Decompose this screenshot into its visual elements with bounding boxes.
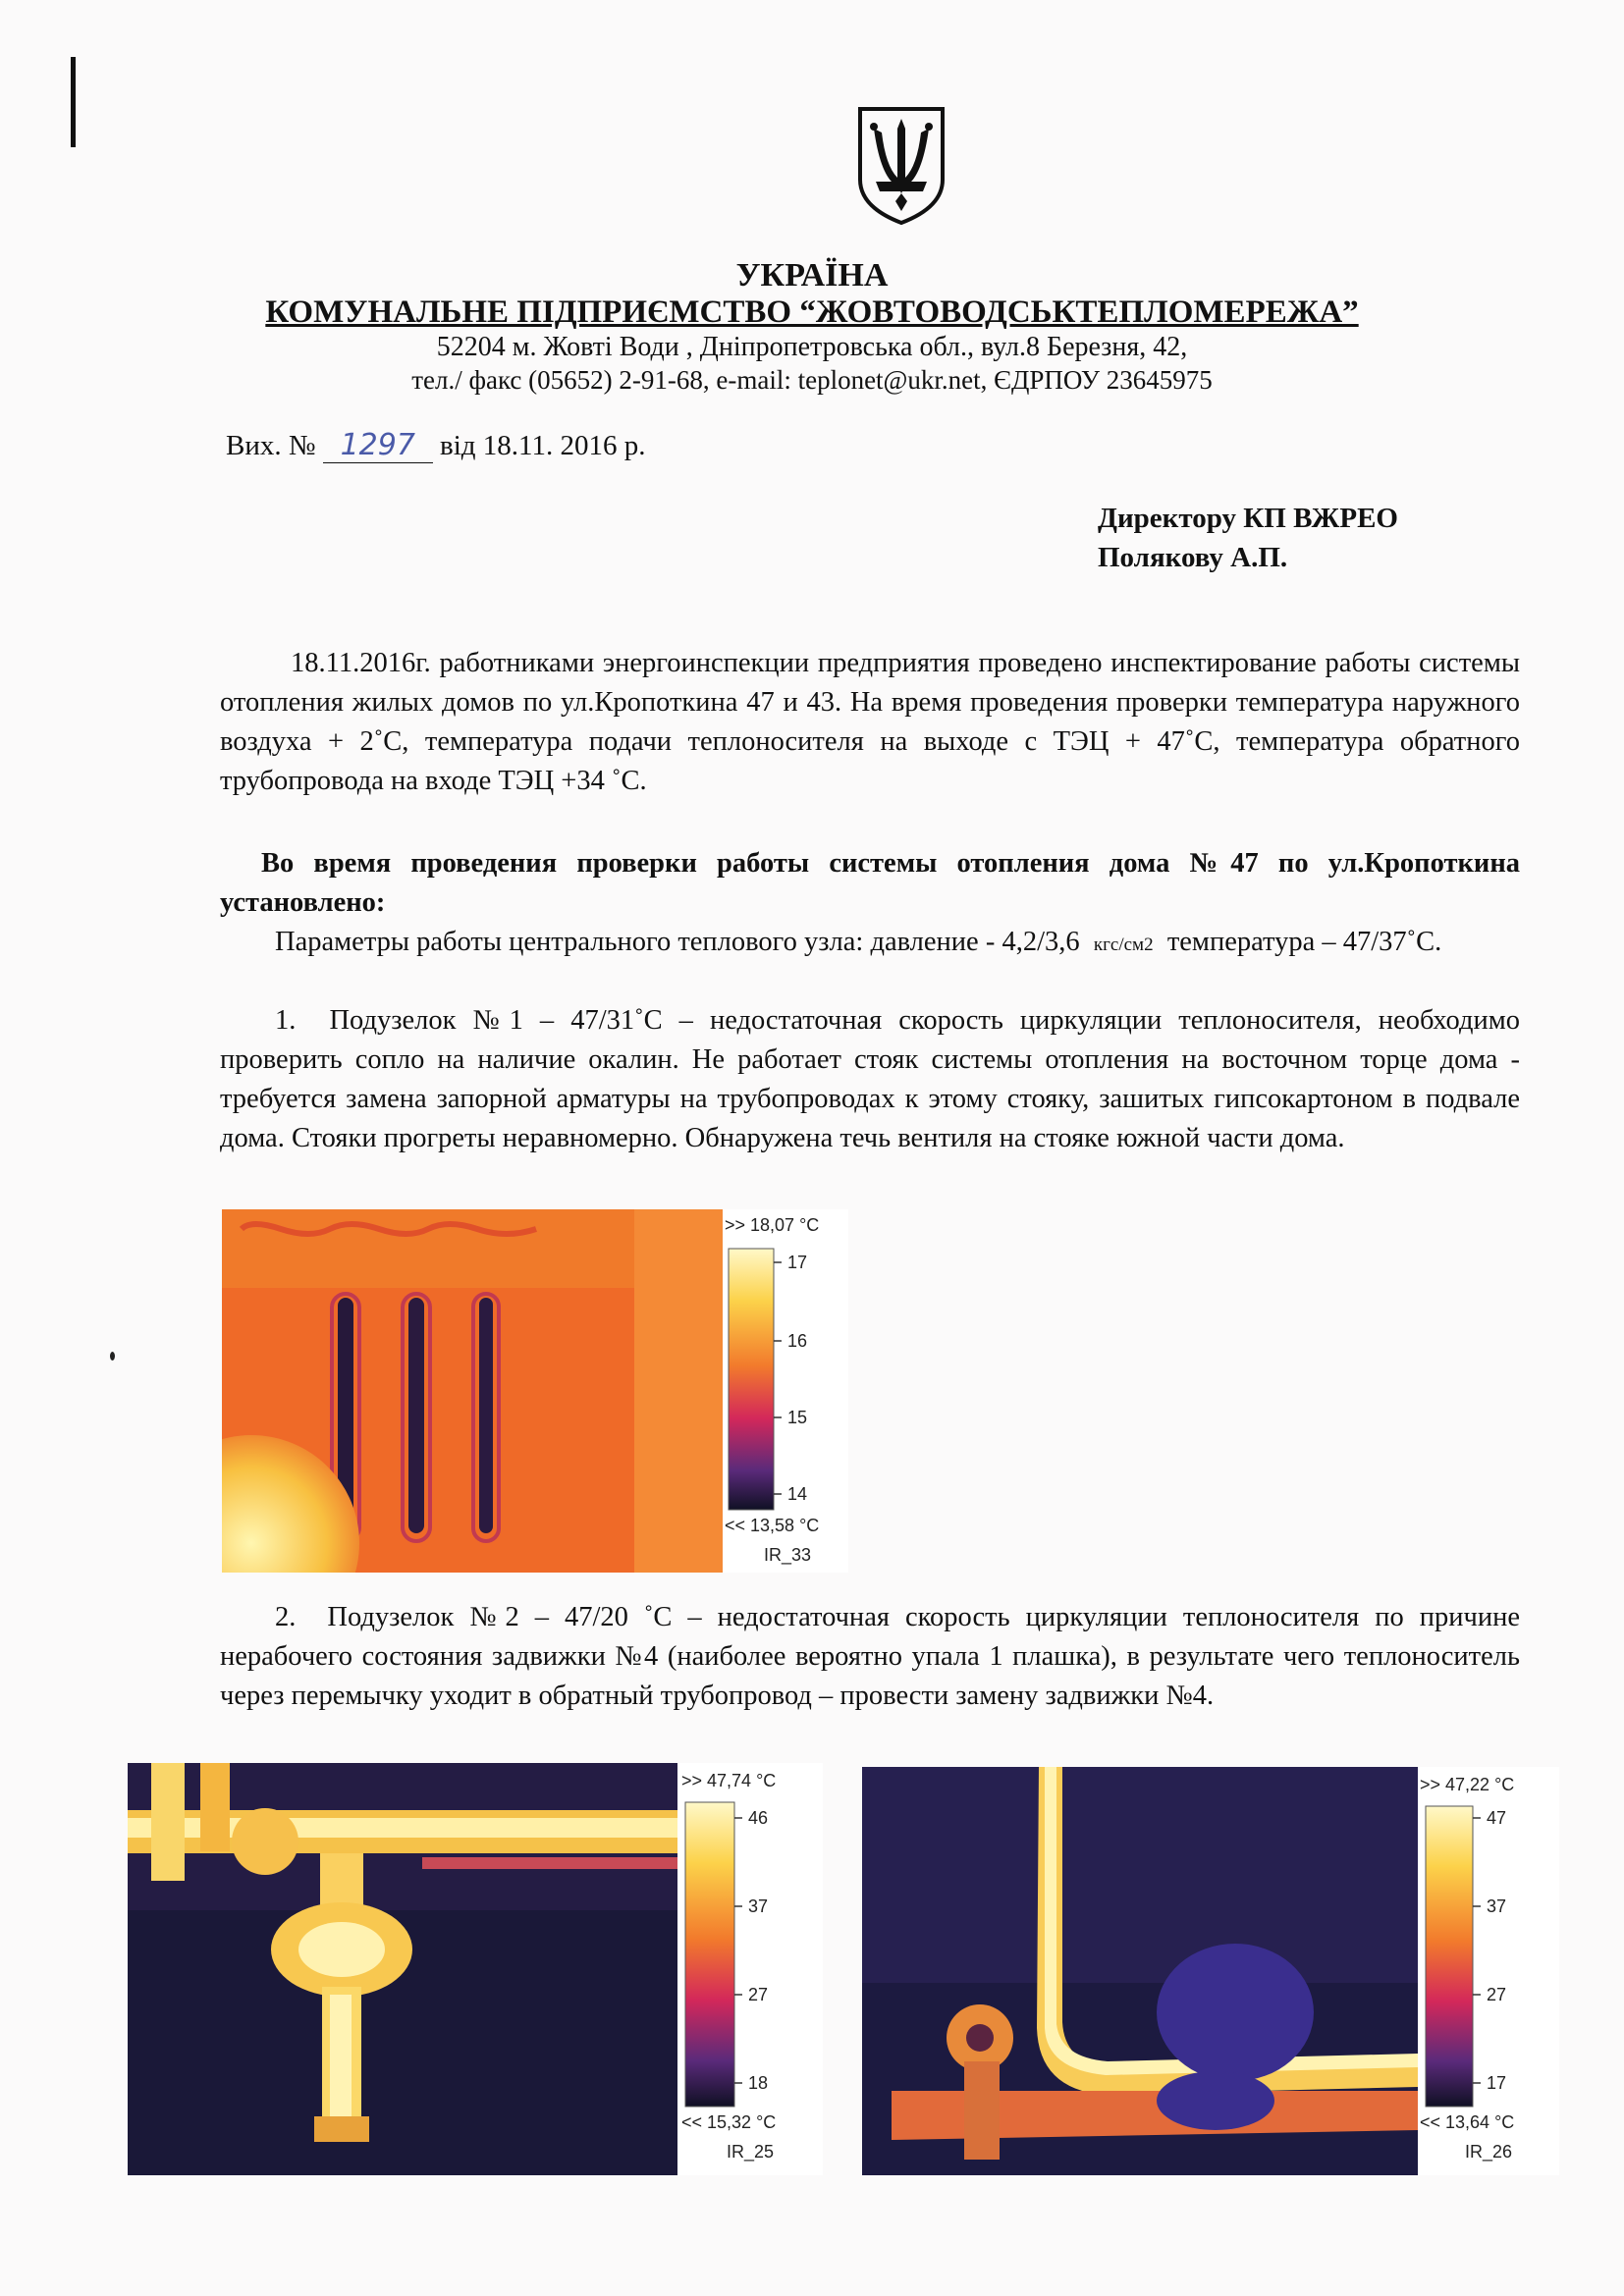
organization-name: КОМУНАЛЬНЕ ПІДПРИЄМСТВО “ЖОВТОВОДСЬКТЕПЛОМЕРЕЖА” xyxy=(265,294,1359,330)
scale-min-label: << 13,64 °C xyxy=(1420,2112,1515,2132)
thermogram-id-label: IR_26 xyxy=(1465,2142,1513,2162)
item-2-number: 2. xyxy=(275,1602,297,1632)
outgoing-prefix: Вих. № xyxy=(226,430,316,461)
params-unit: кгс/см2 xyxy=(1093,934,1154,955)
params-paragraph xyxy=(220,923,1520,965)
params-text-after: температура – 47/37˚С. xyxy=(1166,927,1442,957)
organization-address: 52204 м. Жовті Води , Дніпропетровська обл., вул.8 Березня, 42, xyxy=(436,332,1188,362)
scale-tick-label: 18 xyxy=(748,2073,769,2093)
item-2-text: Подузелок №2 – 47/20 ˚С – недостаточная скорость циркуляции теплоносителя по причине нерабочего состояния задвижки №4 (наиболее вероятно упала 1 плашка), в результате чего теплоноситель через перемычку уходит в обратный трубопровод – провести замену задвижки №4. xyxy=(220,1602,1520,1711)
scale-tick-label: 27 xyxy=(1487,1985,1507,2004)
scale-tick-label: 37 xyxy=(1487,1896,1507,1916)
scale-tick-label: 27 xyxy=(748,1985,769,2004)
thermogram-id-label: IR_33 xyxy=(764,1545,812,1565)
section-heading xyxy=(220,844,1520,923)
trident-emblem-icon xyxy=(854,103,948,229)
scale-tick-label: 47 xyxy=(1487,1808,1507,1828)
outgoing-number-line xyxy=(226,428,645,463)
scale-tick-label: 16 xyxy=(787,1331,808,1351)
list-item xyxy=(220,1001,1520,1158)
scale-min-label: << 15,32 °C xyxy=(681,2112,777,2132)
thermogram-ir-26 xyxy=(862,1767,1559,2175)
item-1-number: 1. xyxy=(275,1005,297,1036)
thermogram-ir-26-image xyxy=(862,1767,1559,2175)
scale-min-label: << 13,58 °C xyxy=(725,1516,820,1535)
thermogram-ir-33-image xyxy=(222,1209,848,1573)
addressee-title: Директору КП ВЖРЕО xyxy=(1098,503,1398,534)
intro-text: 18.11.2016г. работниками энергоинспекции предприятия проведено инспектирование работы системы отопления жилых домов по ул.Кропоткина 47 и 43. На время проведения проверки температура наружного воздуха + 2˚С, температура подачи теплоносителя на выходе с ТЭЦ + 47˚С, температура обратного трубопровода на входе ТЭЦ +34 ˚С. xyxy=(220,648,1520,796)
thermogram-ir-33 xyxy=(222,1209,848,1573)
outgoing-number-handwritten: 1297 xyxy=(323,428,433,463)
scan-speck xyxy=(110,1352,115,1361)
thermogram-id-label: IR_25 xyxy=(727,2142,775,2162)
scale-tick-label: 15 xyxy=(787,1408,808,1427)
country-heading: УКРАЇНА xyxy=(735,257,889,294)
scale-tick-label: 46 xyxy=(748,1808,769,1828)
thermogram-ir-25-image xyxy=(128,1763,823,2175)
scale-max-label: >> 47,74 °C xyxy=(681,1771,777,1790)
addressee-name: Полякову А.П. xyxy=(1098,542,1288,573)
list-item xyxy=(220,1598,1520,1716)
scale-tick-label: 17 xyxy=(787,1253,808,1272)
scale-max-label: >> 18,07 °C xyxy=(725,1215,820,1235)
scan-edge-mark xyxy=(71,57,76,147)
thermogram-ir-25 xyxy=(128,1763,823,2175)
scale-max-label: >> 47,22 °C xyxy=(1420,1775,1515,1794)
params-text-before: Параметры работы центрального теплового узла: давление - 4,2/3,6 xyxy=(275,927,1080,957)
scale-tick-label: 14 xyxy=(787,1484,808,1504)
outgoing-date: від 18.11. 2016 р. xyxy=(440,430,646,461)
scale-tick-label: 37 xyxy=(748,1896,769,1916)
section-heading-text: Во время проведения проверки работы системы отопления дома №47 по ул.Кропоткина установлено: xyxy=(220,848,1520,918)
intro-paragraph xyxy=(220,644,1520,801)
item-1-text: Подузелок №1 – 47/31˚С – недостаточная скорость циркуляции теплоносителя, необходимо проверить сопло на наличие окалин. Не работает стояк системы отопления на восточном торце дома - требуется замена запорной арматуры на трубопроводах к этому стояку, зашитых гипсокартоном в подвале дома. Стояки прогреты неравномерно. Обнаружена течь вентиля на стояке южной части дома. xyxy=(220,1005,1520,1153)
organization-contacts: тел./ факс (05652) 2-91-68, e-mail: teplonet@ukr.net, ЄДРПОУ 23645975 xyxy=(411,365,1213,395)
scale-tick-label: 17 xyxy=(1487,2073,1507,2093)
